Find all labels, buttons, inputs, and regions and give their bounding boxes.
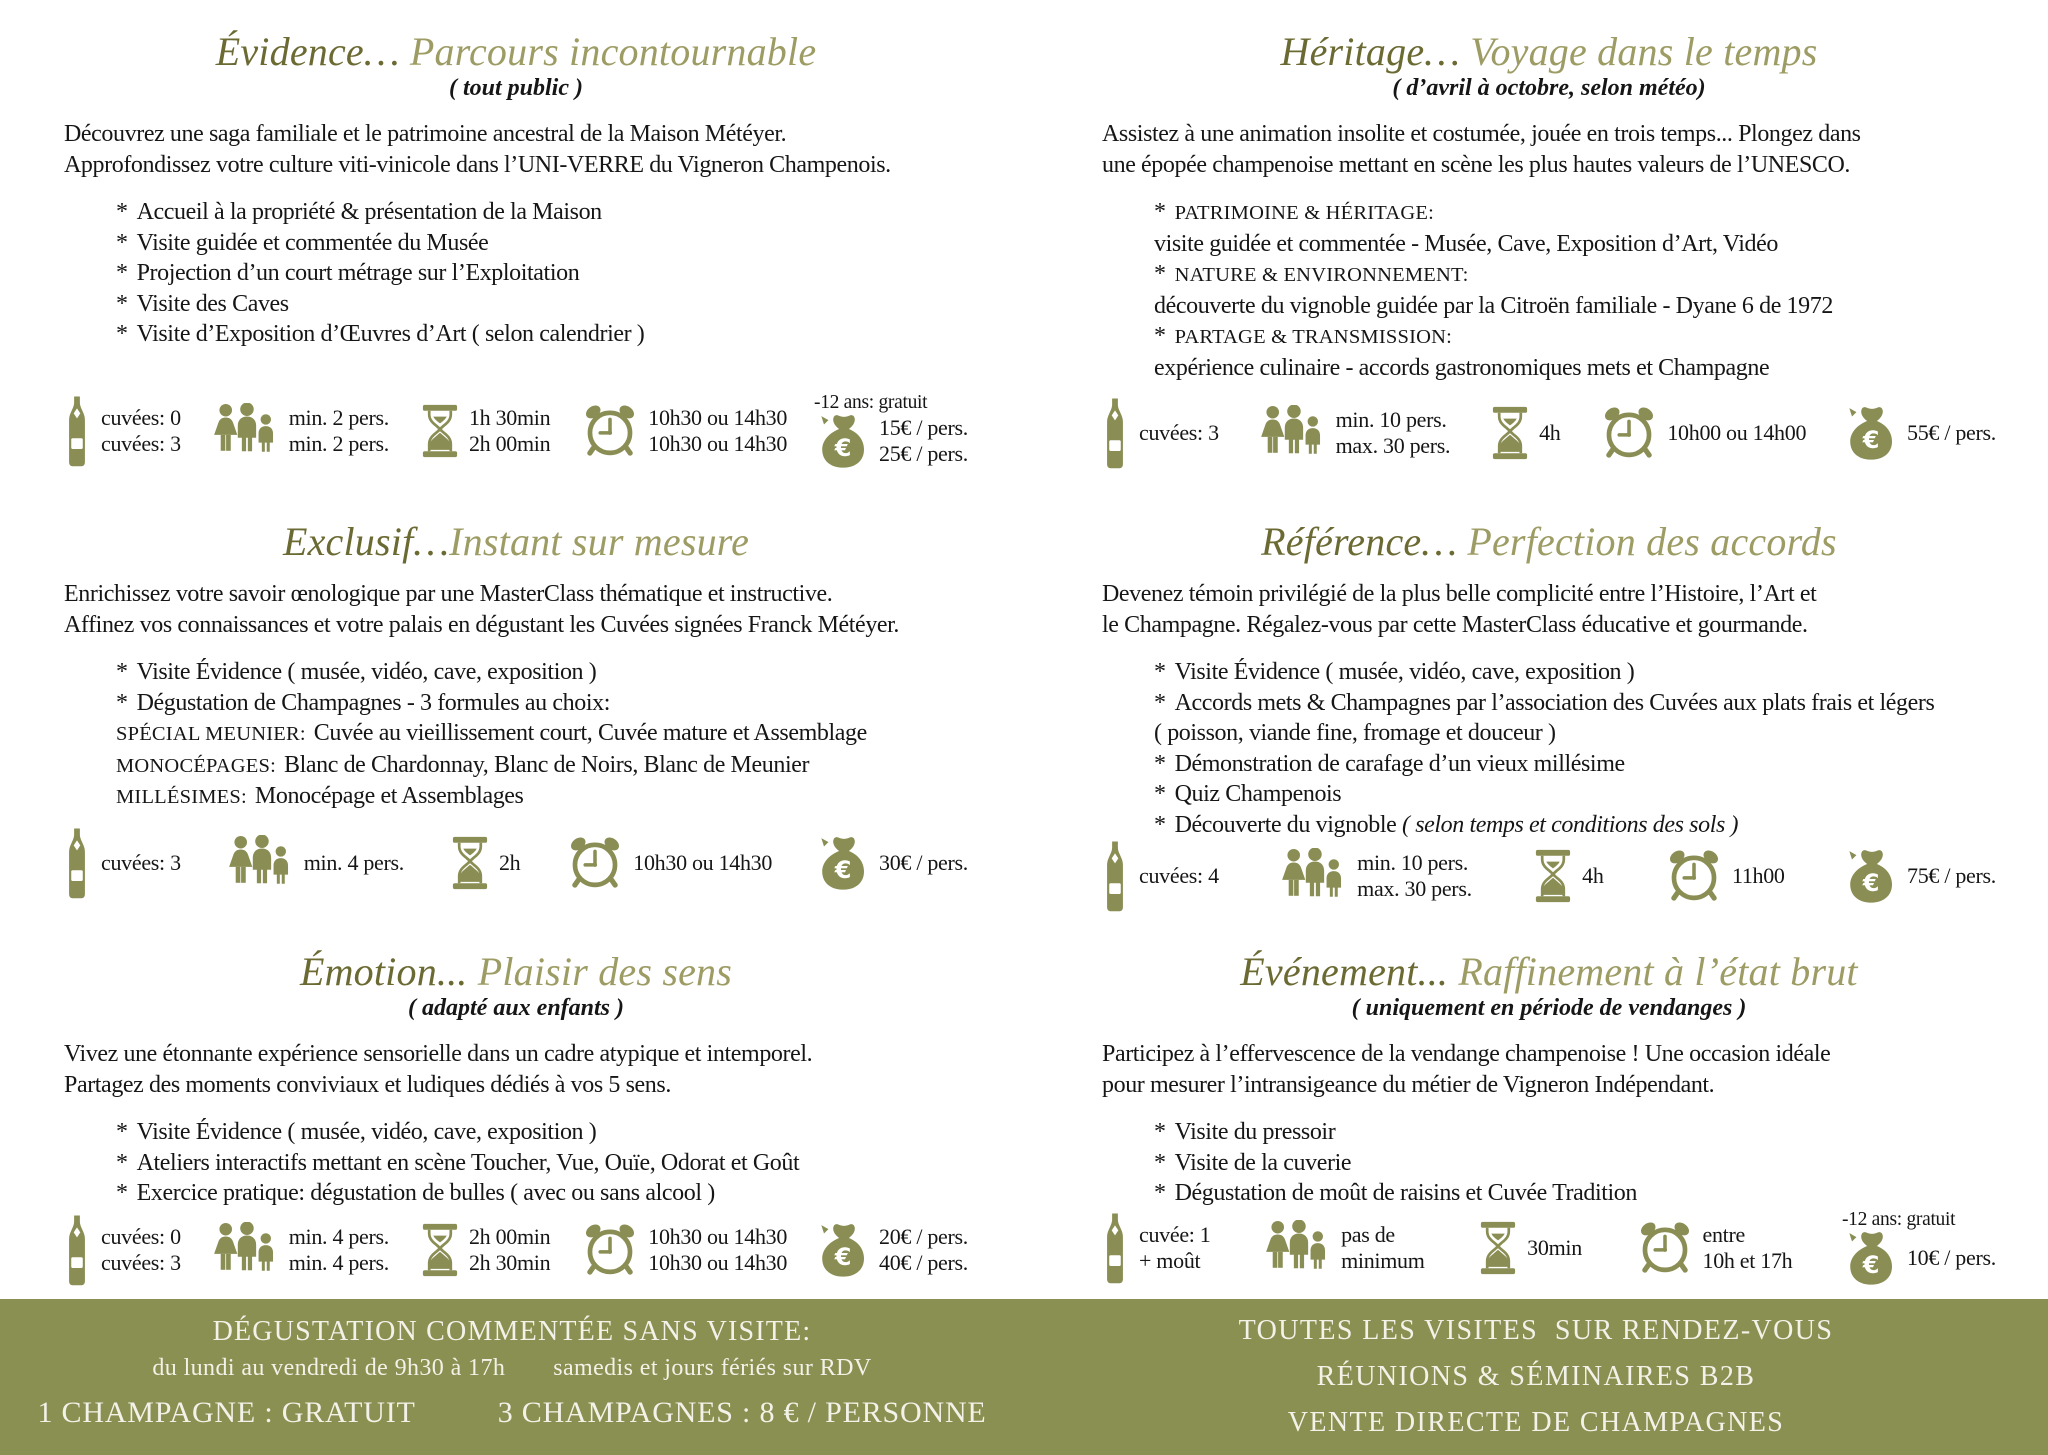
section-subtitle: ( tout public )	[448, 75, 583, 102]
evidence-cuvees-spec	[64, 395, 181, 467]
spec-line: 4h	[1539, 420, 1561, 445]
bullet-star: *	[116, 321, 128, 348]
spec-lines	[1139, 863, 1219, 889]
section-title	[1102, 520, 1996, 563]
bullet-star: *	[116, 1119, 128, 1146]
alarm-clock-icon	[1667, 849, 1721, 903]
bullet-item	[116, 781, 968, 813]
spec-line: 30min	[1527, 1234, 1582, 1260]
spec-line: max. 30 pers.	[1335, 433, 1451, 458]
family-icon	[1282, 848, 1346, 904]
section-emotion	[64, 912, 968, 1299]
heritage-duration-spec	[1492, 406, 1560, 460]
spec-lines	[879, 850, 968, 876]
exclusif-cuvees-spec	[64, 827, 181, 899]
bullet-item	[1154, 1148, 1996, 1179]
section-title-accent: Plaisir des sens	[477, 949, 733, 994]
bullet-star: *	[1154, 689, 1166, 716]
family-icon	[229, 835, 293, 891]
footer-offer-free: 1 CHAMPAGNE : GRATUIT	[37, 1396, 416, 1429]
footer-visits-line: TOUTES LES VISITES SUR RENDEZ-VOUS	[1238, 1315, 1834, 1346]
section-subtitle: ( uniquement en période de vendanges )	[1351, 995, 1747, 1022]
spec-lines	[1907, 420, 1996, 446]
bullet-caps-label: MILLÉSIMES:	[116, 786, 247, 809]
bullet-star: *	[1154, 1180, 1166, 1207]
exclusif-price-spec	[820, 835, 968, 891]
spec-lines	[1703, 1222, 1793, 1274]
spec-lines	[879, 1224, 968, 1276]
bullet-item	[116, 1148, 968, 1179]
footer-tasting-offers	[37, 1395, 986, 1431]
exclusif-time-spec	[568, 836, 772, 890]
footer-hours-weekend: samedis et jours fériés sur RDV	[553, 1355, 872, 1381]
money-bag-icon	[820, 1222, 868, 1278]
intro-line: pour mesurer l’intransigeance du métier de Vigneron Indépendant.	[1102, 1072, 1715, 1099]
bullet-star: *	[1154, 1149, 1166, 1176]
section-title	[64, 520, 968, 563]
spec-lines	[1667, 420, 1806, 446]
spec-line: 10h30 ou 14h30	[633, 850, 773, 875]
spec-icon-row	[1848, 1230, 1996, 1286]
spec-line: cuvée: 1	[1139, 1221, 1211, 1247]
bullet-text: Visite Évidence ( musée, vidéo, cave, exposition )	[136, 1119, 597, 1146]
bullet-item	[116, 197, 968, 228]
family-icon	[214, 1222, 278, 1278]
section-title-accent: Perfection des accords	[1467, 519, 1837, 564]
spec-line: 11h00	[1731, 863, 1785, 889]
spec-lines	[1357, 850, 1472, 902]
section-heritage	[1102, 8, 1996, 482]
bullet-item	[1154, 1117, 1996, 1148]
bullet-star: *	[116, 290, 128, 317]
section-exclusif	[64, 482, 968, 912]
bullet-star: *	[116, 659, 128, 686]
alarm-clock-icon	[583, 404, 637, 458]
spec-line: 2h	[498, 850, 521, 875]
bullet-text: Blanc de Chardonnay, Blanc de Noirs, Blanc de Meunier	[283, 751, 810, 778]
bullet-text: Dégustation de moût de raisins et Cuvée Tradition	[1174, 1180, 1637, 1207]
spec-line: min. 10 pers.	[1357, 850, 1469, 876]
spec-line: min. 2 pers.	[288, 404, 390, 430]
section-evenement	[1102, 912, 1996, 1299]
spec-line: min. 2 pers.	[288, 430, 390, 456]
section-bullet-list	[64, 197, 968, 350]
spec-line: cuvées: 3	[101, 430, 181, 456]
bullet-item	[116, 258, 968, 289]
exclusif-duration-spec	[452, 836, 520, 890]
bullet-text: Accords mets & Champagnes par l’association des Cuvées aux plats frais et légers	[1174, 689, 1935, 716]
bullet-item	[1154, 1178, 1996, 1209]
spec-line: cuvées: 3	[101, 1250, 181, 1275]
hourglass-icon	[1480, 1221, 1516, 1275]
family-icon	[214, 403, 278, 459]
section-bullet-list	[64, 1117, 968, 1209]
spec-lines	[289, 405, 389, 457]
money-bag-icon	[820, 835, 868, 891]
section-intro	[64, 579, 968, 641]
spec-line: 1h 30min	[468, 404, 551, 430]
section-subtitle: ( adapté aux enfants )	[408, 995, 624, 1022]
spec-line: 30€ / pers.	[879, 850, 968, 875]
evenement-cuvees-spec	[1102, 1212, 1211, 1284]
footer-visits-line: RÉUNIONS & SÉMINAIRES B2B	[1316, 1361, 1756, 1392]
spec-line: minimum	[1341, 1247, 1425, 1273]
section-bullet-list	[1102, 657, 1996, 840]
bullet-text: Cuvée au vieillissement court, Cuvée mature et Assemblage	[313, 720, 867, 747]
bullet-item	[116, 228, 968, 259]
evenement-price-spec	[1841, 1209, 1996, 1286]
bullet-star: *	[1154, 811, 1166, 838]
section-bullet-list	[64, 657, 968, 813]
bullet-text: Dégustation de Champagnes - 3 formules au choix:	[136, 689, 610, 716]
bullet-star: *	[1154, 659, 1166, 686]
spec-line: 20€ / pers.	[879, 1224, 968, 1249]
intro-line: le Champagne. Régalez-vous par cette MasterClass éducative et gourmande.	[1102, 612, 1808, 639]
bullet-caps-label: PARTAGE & TRANSMISSION:	[1174, 326, 1453, 349]
bullet-caps-label: NATURE & ENVIRONNEMENT:	[1174, 264, 1469, 287]
section-bullet-list	[1102, 1117, 1996, 1209]
spec-line: 10h30 ou 14h30	[648, 1224, 788, 1249]
section-reference	[1102, 482, 1996, 912]
hourglass-icon	[422, 404, 458, 458]
child-discount-note: -12 ans: gratuit	[814, 392, 928, 413]
spec-lines	[499, 850, 520, 876]
spec-lines	[101, 405, 181, 457]
bullet-text: Visite de la cuverie	[1174, 1149, 1352, 1176]
spec-lines	[101, 850, 181, 876]
champagne-bottle-icon	[1102, 1212, 1128, 1284]
bullet-item	[116, 688, 968, 719]
spec-line: cuvées: 0	[101, 1224, 181, 1249]
champagne-bottle-icon	[1102, 840, 1128, 912]
footer-visits-line: VENTE DIRECTE DE CHAMPAGNES	[1287, 1407, 1785, 1438]
family-icon	[1266, 1220, 1330, 1276]
bullet-caps-label: SPÉCIAL MEUNIER:	[116, 723, 306, 746]
spec-line: 2h 30min	[468, 1250, 551, 1275]
money-bag-icon	[1848, 1230, 1896, 1286]
heritage-cuvees-spec	[1102, 397, 1219, 469]
bullet-item	[116, 319, 968, 350]
reference-duration-spec	[1535, 849, 1603, 903]
spec-line: 55€ / pers.	[1907, 420, 1996, 445]
bullet-text: Ateliers interactifs mettant en scène Toucher, Vue, Ouïe, Odorat et Goût	[136, 1149, 800, 1176]
alarm-clock-icon	[1638, 1221, 1692, 1275]
section-subtitle: ( d’avril à octobre, selon météo)	[1392, 75, 1706, 102]
footer-visits-info	[1024, 1299, 2048, 1455]
emotion-price-spec	[820, 1222, 968, 1278]
section-title-accent: Voyage dans le temps	[1470, 29, 1818, 74]
spec-line: 10h30 ou 14h30	[648, 1250, 788, 1275]
bullet-star: *	[1154, 1119, 1166, 1146]
evenement-group-size-spec	[1266, 1220, 1424, 1276]
bullet-text-italic: ( selon temps et conditions des sols )	[1402, 811, 1739, 838]
bullet-text: Monocépage et Assemblages	[254, 783, 524, 810]
bullet-star: *	[1154, 750, 1166, 777]
bullet-text: Visite Évidence ( musée, vidéo, cave, exposition )	[1174, 659, 1635, 686]
spec-line: 2h 00min	[468, 1224, 551, 1249]
family-icon	[1261, 405, 1325, 461]
footer-hours-weekdays: du lundi au vendredi de 9h30 à 17h	[152, 1355, 506, 1381]
spec-row	[64, 827, 968, 912]
spec-line: max. 30 pers.	[1357, 876, 1472, 902]
spec-line: 10h30 ou 14h30	[648, 404, 788, 430]
spec-lines	[1732, 863, 1785, 889]
hourglass-icon	[1535, 849, 1571, 903]
bullet-item	[116, 657, 968, 688]
exclusif-group-size-spec	[229, 835, 404, 891]
section-evidence	[64, 8, 968, 482]
bullet-star: *	[1154, 323, 1166, 350]
bullet-star: *	[116, 199, 128, 226]
bullet-star: *	[116, 260, 128, 287]
spec-lines	[304, 850, 404, 876]
spec-lines	[1341, 1222, 1424, 1274]
bullet-star: *	[1154, 781, 1166, 808]
bullet-star: *	[1154, 199, 1166, 226]
hourglass-icon	[1492, 406, 1528, 460]
spec-lines	[1539, 420, 1560, 446]
money-bag-icon	[1848, 848, 1896, 904]
spec-lines	[1336, 407, 1451, 459]
section-title-main: Référence…	[1261, 519, 1468, 564]
spec-lines	[1139, 420, 1219, 446]
bullet-text: Démonstration de carafage d’un vieux millésime	[1174, 750, 1625, 777]
bullet-text: Visite Évidence ( musée, vidéo, cave, exposition )	[136, 659, 597, 686]
emotion-cuvees-spec	[64, 1214, 181, 1286]
spec-lines	[469, 405, 550, 457]
child-discount-note: -12 ans: gratuit	[1841, 1209, 1956, 1230]
spec-line: pas de	[1341, 1221, 1395, 1247]
alarm-clock-icon	[1602, 406, 1656, 460]
money-bag-icon	[820, 413, 868, 469]
bullet-caps-label: PATRIMOINE & HÉRITAGE:	[1174, 202, 1434, 225]
bullet-item	[1154, 810, 1996, 841]
section-title-main: Évidence…	[215, 29, 410, 74]
evidence-price-spec	[814, 392, 968, 469]
emotion-group-size-spec	[214, 1222, 389, 1278]
champagne-bottle-icon	[64, 1214, 90, 1286]
emotion-time-spec	[583, 1223, 787, 1277]
bullet-text: Visite des Caves	[136, 290, 289, 317]
spec-line: min. 4 pers.	[303, 850, 404, 875]
champagne-bottle-icon	[64, 395, 90, 467]
spec-line: + moût	[1139, 1247, 1201, 1273]
spec-lines	[1582, 863, 1603, 889]
intro-line: Approfondissez votre culture viti-vinicole dans l’UNI-VERRE du Vigneron Champenois.	[64, 152, 891, 179]
spec-lines	[101, 1224, 181, 1276]
section-title-main: Émotion...	[299, 949, 478, 994]
spec-lines	[469, 1224, 550, 1276]
bullet-caps-label: MONOCÉPAGES:	[116, 754, 276, 777]
spec-line: 15€ / pers.	[879, 415, 968, 440]
evenement-time-spec	[1638, 1221, 1793, 1275]
spec-line: 4h	[1582, 863, 1604, 889]
spec-lines	[1907, 863, 1996, 889]
footer-offer-paid: 3 CHAMPAGNES : 8 € / PERSONNE	[497, 1396, 987, 1429]
bullet-item	[116, 289, 968, 320]
intro-line: Partagez des moments conviviaux et ludiques dédiés à vos 5 sens.	[64, 1072, 671, 1099]
bullet-star: *	[1154, 261, 1166, 288]
spec-icon-row	[820, 413, 968, 469]
section-title	[1102, 30, 1996, 73]
spec-line: min. 4 pers.	[288, 1224, 390, 1249]
spec-line: 40€ / pers.	[879, 1250, 968, 1275]
bullet-item	[116, 1178, 968, 1209]
spec-lines	[633, 850, 772, 876]
bullet-text: Visite d’Exposition d’Œuvres d’Art ( selon calendrier )	[136, 321, 645, 348]
bullet-item	[1154, 718, 1996, 749]
evidence-duration-spec	[422, 404, 550, 458]
section-title	[64, 950, 968, 993]
bullet-star: *	[116, 1180, 128, 1207]
bullet-item	[116, 750, 968, 782]
section-bullet-list	[1102, 197, 1996, 383]
spec-row	[64, 1214, 968, 1299]
section-title-accent: Raffinement à l’état brut	[1458, 949, 1858, 994]
spec-line: entre	[1702, 1221, 1745, 1247]
bullet-item	[116, 718, 968, 750]
reference-group-size-spec	[1282, 848, 1472, 904]
spec-row	[1102, 397, 1996, 482]
spec-line: 75€ / pers.	[1907, 863, 1996, 889]
intro-line: Enrichissez votre savoir œnologique par une MasterClass thématique et instructive.	[64, 581, 833, 608]
spec-line: 10€ / pers.	[1906, 1245, 1996, 1270]
section-title-main: Héritage…	[1280, 29, 1471, 74]
bullet-item	[116, 1117, 968, 1148]
intro-line: Devenez témoin privilégié de la plus belle complicité entre l’Histoire, l’Art et	[1102, 581, 1817, 608]
bullet-item	[1154, 779, 1996, 810]
spec-line: min. 10 pers.	[1335, 407, 1447, 432]
spec-lines	[1527, 1235, 1582, 1261]
bullet-item	[1154, 749, 1996, 780]
heritage-time-spec	[1602, 406, 1806, 460]
evidence-time-spec	[583, 404, 787, 458]
spec-line: 10h00 ou 14h00	[1667, 420, 1807, 445]
section-intro	[1102, 579, 1996, 641]
heritage-group-size-spec	[1261, 405, 1451, 461]
intro-line: une épopée champenoise mettant en scène les plus hautes valeurs de l’UNESCO.	[1102, 152, 1851, 179]
bullet-item	[1154, 353, 1996, 384]
hourglass-icon	[422, 1223, 458, 1277]
intro-line: Assistez à une animation insolite et costumée, jouée en trois temps... Plongez dans	[1102, 121, 1861, 148]
spec-line: 10h30 ou 14h30	[648, 430, 788, 456]
bullet-text: Exercice pratique: dégustation de bulles ( avec ou sans alcool )	[136, 1180, 715, 1207]
right-column	[1024, 8, 2048, 1299]
spec-line: 10h et 17h	[1702, 1247, 1793, 1273]
emotion-duration-spec	[422, 1223, 550, 1277]
bullet-star: *	[116, 1149, 128, 1176]
reference-price-spec	[1848, 848, 1996, 904]
spec-row	[64, 392, 968, 482]
bullet-text: Découverte du vignoble	[1174, 811, 1402, 838]
spec-lines	[648, 1224, 787, 1276]
spec-lines	[879, 415, 968, 467]
section-intro	[1102, 119, 1996, 181]
section-title	[1102, 950, 1996, 993]
intro-line: Affinez vos connaissances et votre palais en dégustant les Cuvées signées Franck Météyer.	[64, 612, 900, 639]
spec-lines	[648, 405, 787, 457]
spec-lines	[289, 1224, 389, 1276]
section-title-main: Événement...	[1240, 949, 1459, 994]
bullet-item	[1154, 197, 1996, 229]
intro-line: Vivez une étonnante expérience sensorielle dans un cadre atypique et intemporel.	[64, 1041, 813, 1068]
spec-line: min. 4 pers.	[288, 1250, 390, 1275]
spec-line: cuvées: 3	[1139, 420, 1219, 445]
bullet-item	[1154, 657, 1996, 688]
evenement-duration-spec	[1480, 1221, 1582, 1275]
reference-cuvees-spec	[1102, 840, 1219, 912]
bullet-text: découverte du vignoble guidée par la Citroën familiale - Dyane 6 de 1972	[1154, 292, 1833, 319]
spec-line: cuvées: 4	[1139, 863, 1219, 889]
section-title-main: Exclusif…	[282, 519, 450, 564]
section-intro	[64, 119, 968, 181]
spec-row	[1102, 1209, 1996, 1299]
bullet-item	[1154, 688, 1996, 719]
footer-tasting-info	[0, 1299, 1024, 1455]
bullet-item	[1154, 321, 1996, 353]
bullet-star: *	[116, 689, 128, 716]
money-bag-icon	[1848, 405, 1896, 461]
section-title-accent: Parcours incontournable	[409, 29, 817, 74]
left-column	[0, 8, 1024, 1299]
bullet-item	[1154, 291, 1996, 322]
bullet-text: Quiz Champenois	[1174, 781, 1342, 808]
bullet-item	[1154, 229, 1996, 260]
intro-line: Découvrez une saga familiale et le patrimoine ancestral de la Maison Météyer.	[64, 121, 787, 148]
alarm-clock-icon	[583, 1223, 637, 1277]
intro-line: Participez à l’effervescence de la vendange champenoise ! Une occasion idéale	[1102, 1041, 1831, 1068]
section-intro	[64, 1039, 968, 1101]
bullet-text: expérience culinaire - accords gastronomiques mets et Champagne	[1154, 354, 1770, 381]
spec-line: 2h 00min	[468, 430, 551, 456]
section-intro	[1102, 1039, 1996, 1101]
bullet-text: Projection d’un court métrage sur l’Exploitation	[136, 260, 580, 287]
heritage-price-spec	[1848, 405, 1996, 461]
footer-tasting-title: DÉGUSTATION COMMENTÉE SANS VISITE:	[212, 1316, 812, 1347]
spec-lines	[1907, 1245, 1996, 1271]
bullet-text: Accueil à la propriété & présentation de la Maison	[136, 199, 602, 226]
champagne-bottle-icon	[1102, 397, 1128, 469]
bullet-text: Visite du pressoir	[1174, 1119, 1336, 1146]
bullet-text: ( poisson, viande fine, fromage et douceur )	[1154, 720, 1556, 747]
spec-line: cuvées: 0	[101, 404, 181, 430]
hourglass-icon	[452, 836, 488, 890]
spec-line: cuvées: 3	[101, 850, 181, 875]
bullet-text: Visite guidée et commentée du Musée	[136, 229, 489, 256]
reference-time-spec	[1667, 849, 1785, 903]
spec-line: 25€ / pers.	[879, 441, 968, 466]
footer	[0, 1299, 2048, 1455]
bullet-star: *	[116, 229, 128, 256]
evidence-group-size-spec	[214, 403, 389, 459]
bullet-text: visite guidée et commentée - Musée, Cave, Exposition d’Art, Vidéo	[1154, 230, 1778, 257]
section-title	[64, 30, 968, 73]
spec-lines	[1139, 1222, 1211, 1274]
footer-tasting-hours	[152, 1353, 871, 1383]
bullet-item	[1154, 259, 1996, 291]
section-title-accent: Instant sur mesure	[449, 519, 750, 564]
alarm-clock-icon	[568, 836, 622, 890]
champagne-bottle-icon	[64, 827, 90, 899]
